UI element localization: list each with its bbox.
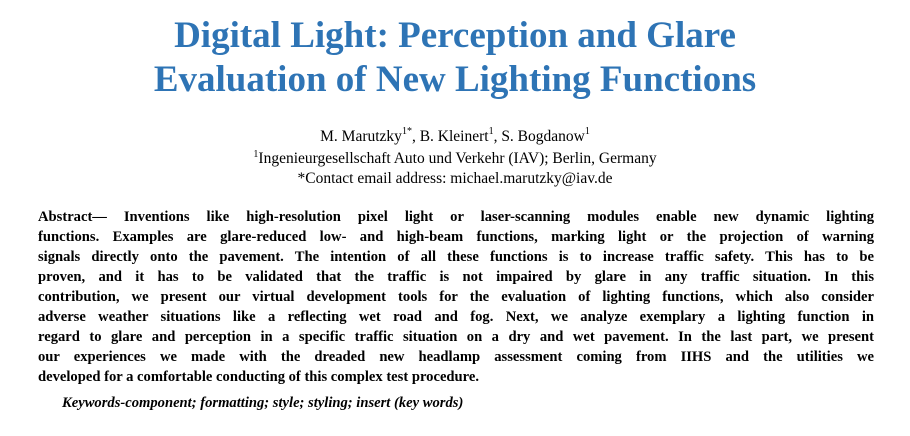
abstract-line: signals directly onto the pavement. The intention of all these functions is to increase traffic safety. This has to be [38,249,874,265]
title-line-1: Digital Light: Perception and Glare [174,15,736,56]
author-affiliation-mark: 1 [488,125,494,137]
affiliation [0,150,910,168]
abstract-line: proven, and it has to be validated that the traffic is not impaired by glare in any traffic situation. In this [38,269,874,285]
author-list [0,127,910,147]
author-name: M. Marutzky [320,128,402,145]
abstract [38,207,874,387]
abstract-line: adverse weather situations like a reflecting wet road and fog. Next, we analyze exemplary a lighting function in [38,309,874,325]
author-name: S. Bogdanow [501,128,585,145]
author-name: B. Kleinert [419,128,489,145]
abstract-line: developed for a comfortable conducting of this complex test procedure. [38,369,480,385]
affiliation-mark: 1 [253,148,259,160]
abstract-line: regard to glare and perception in a specific traffic situation on a dry and wet pavement. In the last part, we present [38,329,874,345]
title-line-2: Evaluation of New Lighting Functions [153,59,757,100]
paper-title [0,14,910,102]
abstract-line: our experiences we made with the dreaded new headlamp assessment coming from IIHS and the utilities we [38,349,874,365]
abstract-line: contribution, we present our virtual development tools for the evaluation of lighting functions, which also consider [38,289,874,305]
contact-email: *Contact email address: michael.marutzky@iav.de [297,170,613,187]
abstract-line: functions. Examples are glare-reduced low- and high-beam functions, marking light or the projection of warning [38,229,874,245]
author-affiliation-mark: 1* [401,125,412,137]
author-separator: , [493,128,502,145]
keywords: Keywords-component; formatting; style; styling; insert (key words) [62,395,464,411]
author-separator: , [411,128,420,145]
abstract-line: Abstract— Inventions like high-resolution pixel light or laser-scanning modules enable new dynamic lighting [38,209,874,225]
author-affiliation-mark: 1 [584,125,590,137]
affiliation-text: Ingenieurgesellschaft Auto und Verkehr (IAV); Berlin, Germany [258,150,657,167]
